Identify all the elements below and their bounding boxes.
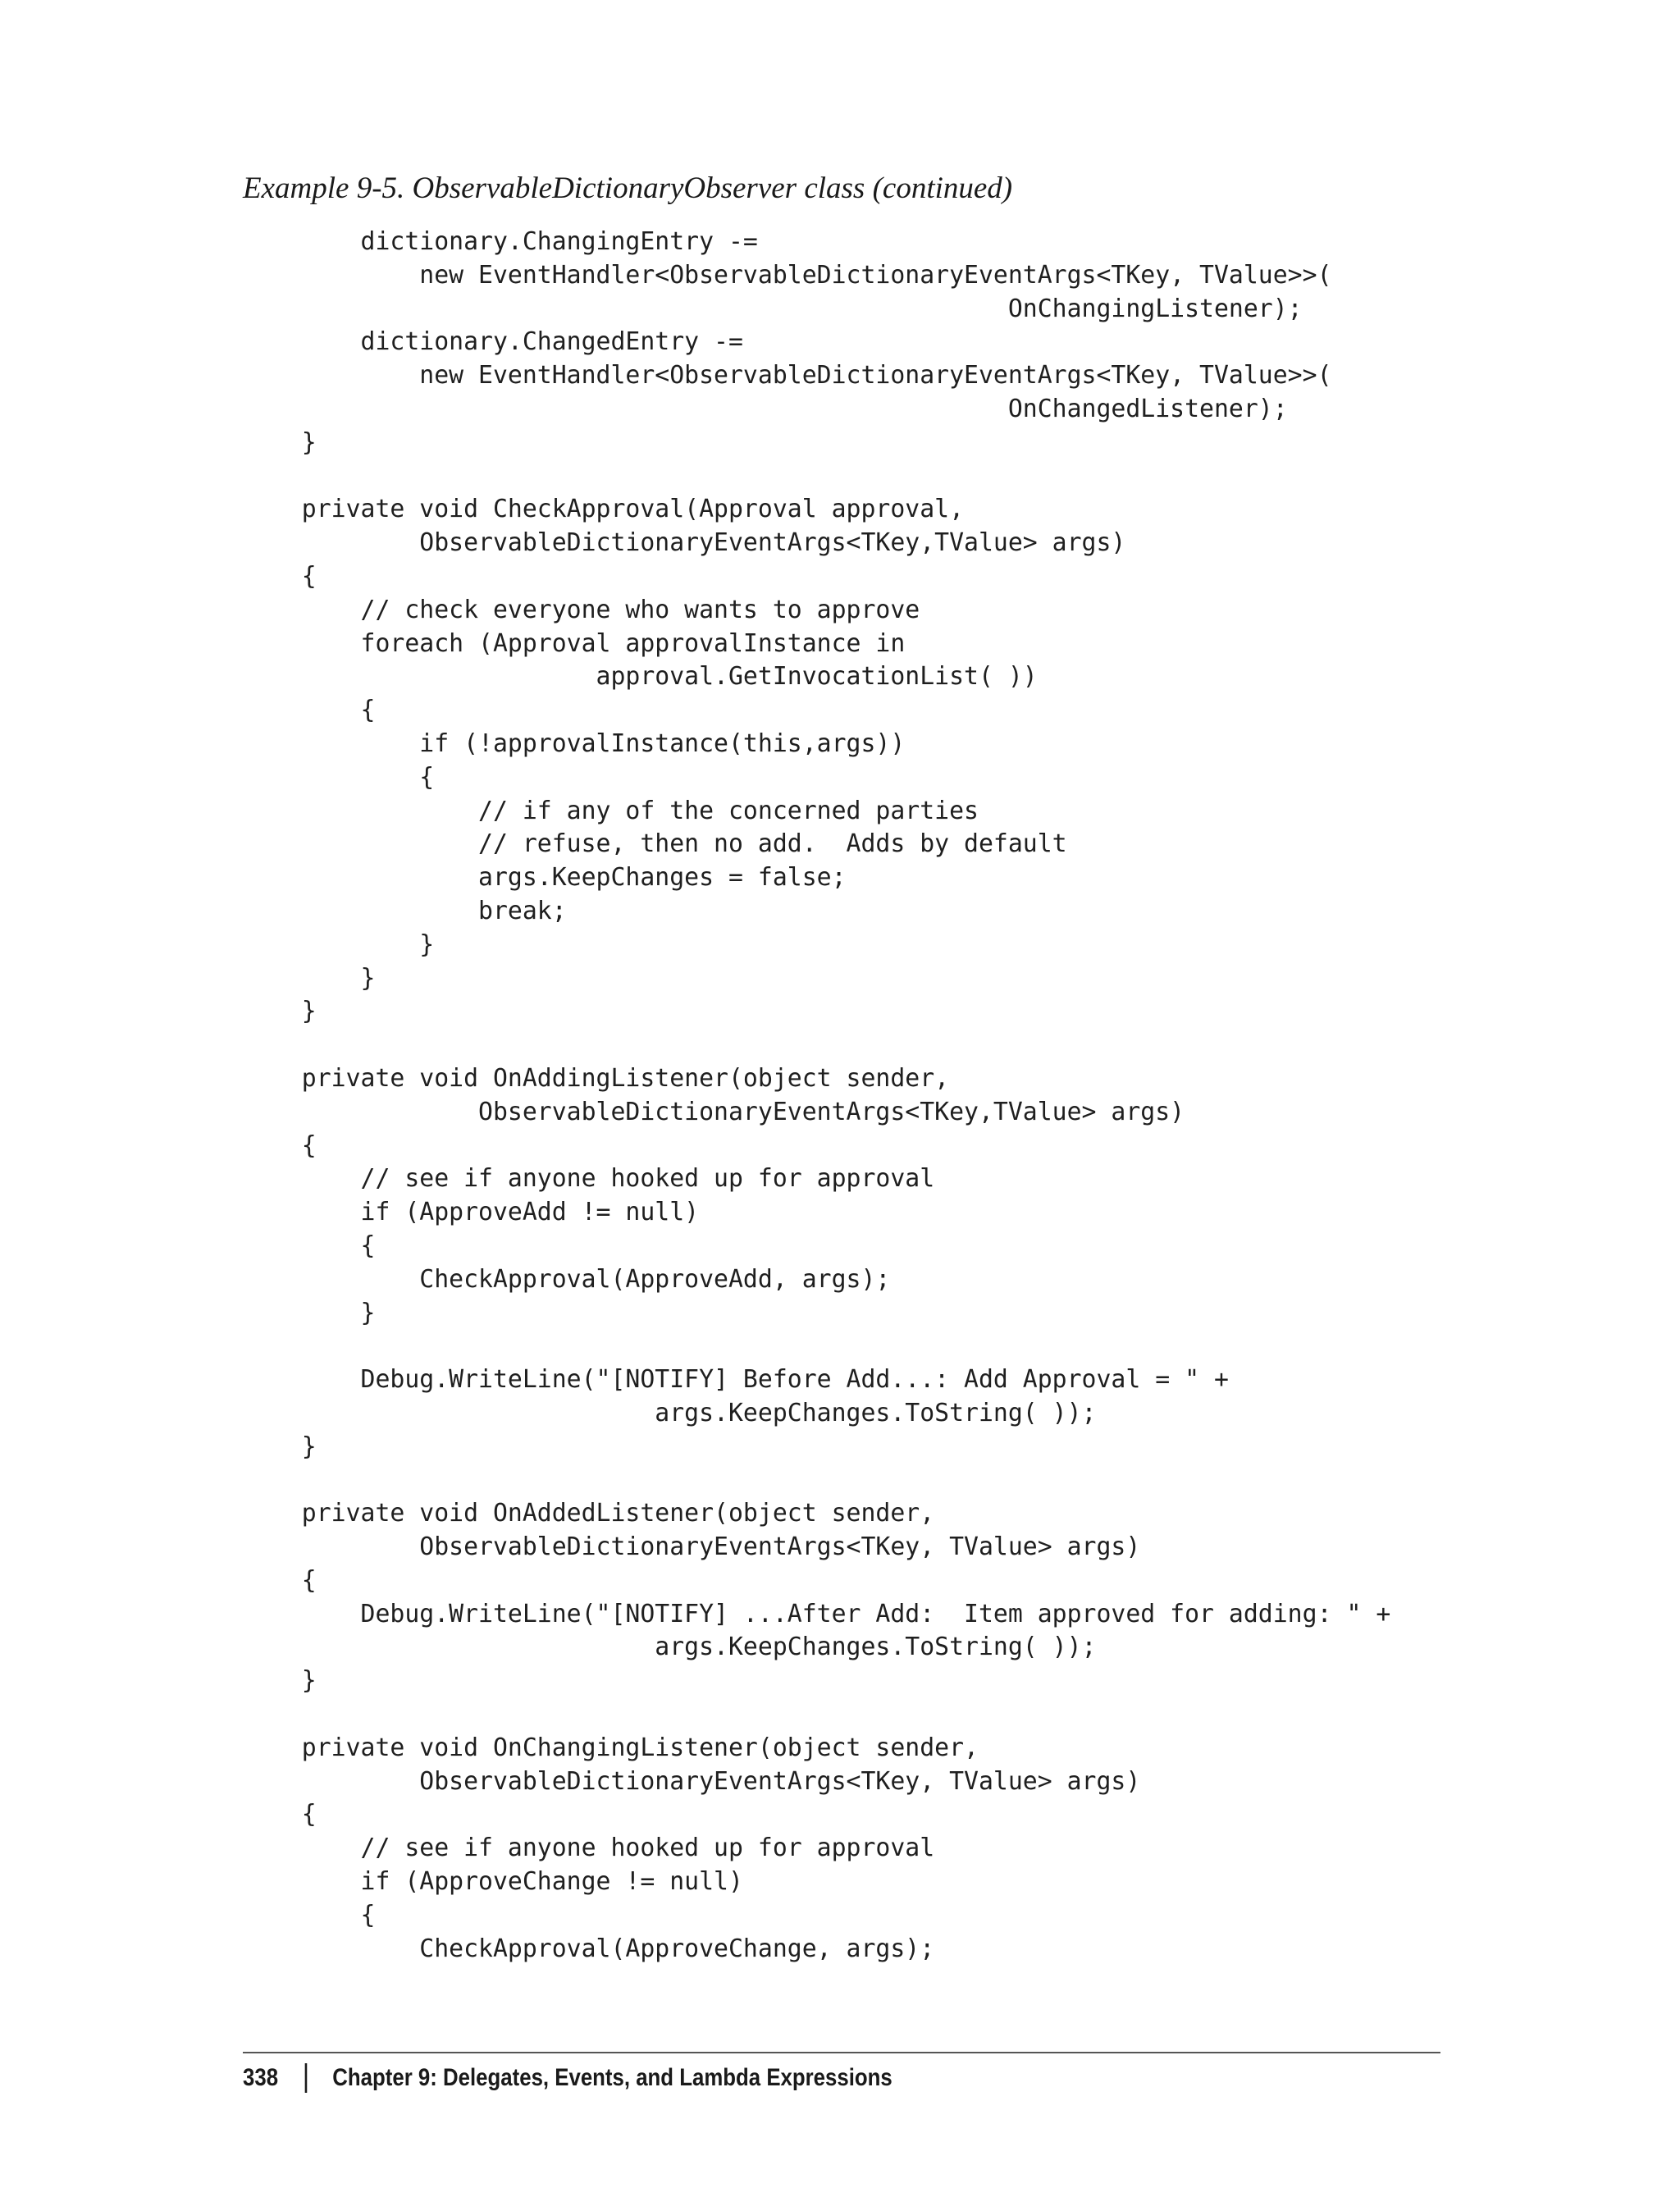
code-line: { — [243, 1130, 317, 1160]
code-line: OnChangingListener); — [243, 294, 1303, 323]
code-line: new EventHandler<ObservableDictionaryEventArgs<TKey, TValue>>( — [243, 361, 1332, 391]
code-line: OnChangedListener); — [243, 394, 1288, 423]
code-line: // if any of the concerned parties — [243, 796, 979, 825]
code-line: { — [243, 1900, 376, 1930]
code-line: foreach (Approval approvalInstance in — [243, 628, 906, 658]
code-line: { — [243, 696, 376, 725]
code-line: // refuse, then no add. Adds by default — [243, 829, 1067, 859]
footer-separator — [305, 2063, 308, 2093]
code-line: } — [243, 1432, 317, 1461]
code-line — [243, 1698, 1390, 1732]
code-line: ObservableDictionaryEventArgs<TKey, TValue> args) — [243, 1532, 1141, 1562]
code-line: if (!approvalInstance(this,args)) — [243, 728, 906, 758]
code-line: approval.GetInvocationList( )) — [243, 662, 1038, 692]
code-line: CheckApproval(ApproveChange, args); — [243, 1934, 935, 1963]
code-line: } — [243, 997, 317, 1026]
chapter-title: Chapter 9: Delegates, Events, and Lambda Expressions — [332, 2064, 892, 2091]
code-line: // see if anyone hooked up for approval — [243, 1164, 935, 1194]
code-line: args.KeepChanges.ToString( )); — [243, 1398, 1097, 1427]
code-line: // see if anyone hooked up for approval — [243, 1834, 935, 1863]
code-line: ObservableDictionaryEventArgs<TKey, TValue> args) — [243, 1766, 1141, 1796]
code-line: private void CheckApproval(Approval approval, — [243, 495, 965, 524]
code-line: Debug.WriteLine("[NOTIFY] Before Add...: Add Approval = " + — [243, 1365, 1229, 1395]
code-line: private void OnAddingListener(object sender, — [243, 1063, 950, 1093]
code-line: dictionary.ChangedEntry -= — [243, 327, 743, 357]
code-line — [243, 1464, 1390, 1497]
code-line: } — [243, 427, 317, 457]
page-footer — [243, 2058, 892, 2098]
code-line: Debug.WriteLine("[NOTIFY] ...After Add: Item approved for adding: " + — [243, 1599, 1391, 1628]
code-line: new EventHandler<ObservableDictionaryEventArgs<TKey, TValue>>( — [243, 260, 1332, 290]
code-line — [243, 1029, 1390, 1062]
code-line: if (ApproveChange != null) — [243, 1867, 743, 1897]
code-line: { — [243, 762, 435, 792]
code-line: break; — [243, 896, 567, 925]
code-line: ObservableDictionaryEventArgs<TKey,TValue> args) — [243, 1097, 1185, 1126]
code-line — [243, 460, 1390, 494]
code-line: { — [243, 1231, 376, 1260]
code-line: { — [243, 1565, 317, 1595]
code-line: } — [243, 963, 376, 993]
code-line: dictionary.ChangingEntry -= — [243, 227, 758, 256]
code-line: private void OnAddedListener(object sender, — [243, 1499, 935, 1528]
code-line: } — [243, 929, 435, 959]
code-listing — [243, 226, 1390, 1966]
footer-divider — [243, 2052, 1440, 2053]
code-line: private void OnChangingListener(object sender, — [243, 1733, 979, 1762]
code-line: args.KeepChanges = false; — [243, 863, 847, 893]
example-caption: Example 9-5. ObservableDictionaryObserver class (continued) — [243, 171, 1013, 205]
code-line: if (ApproveAdd != null) — [243, 1198, 700, 1227]
code-line: { — [243, 1800, 317, 1829]
code-line: { — [243, 561, 317, 591]
code-line: ObservableDictionaryEventArgs<TKey,TValue> args) — [243, 528, 1126, 558]
code-line: CheckApproval(ApproveAdd, args); — [243, 1264, 891, 1294]
code-line: // check everyone who wants to approve — [243, 595, 920, 624]
code-line: } — [243, 1298, 376, 1327]
code-line: } — [243, 1666, 317, 1696]
code-line: args.KeepChanges.ToString( )); — [243, 1633, 1097, 1662]
code-line — [243, 1330, 1390, 1363]
page-number: 338 — [243, 2064, 279, 2091]
